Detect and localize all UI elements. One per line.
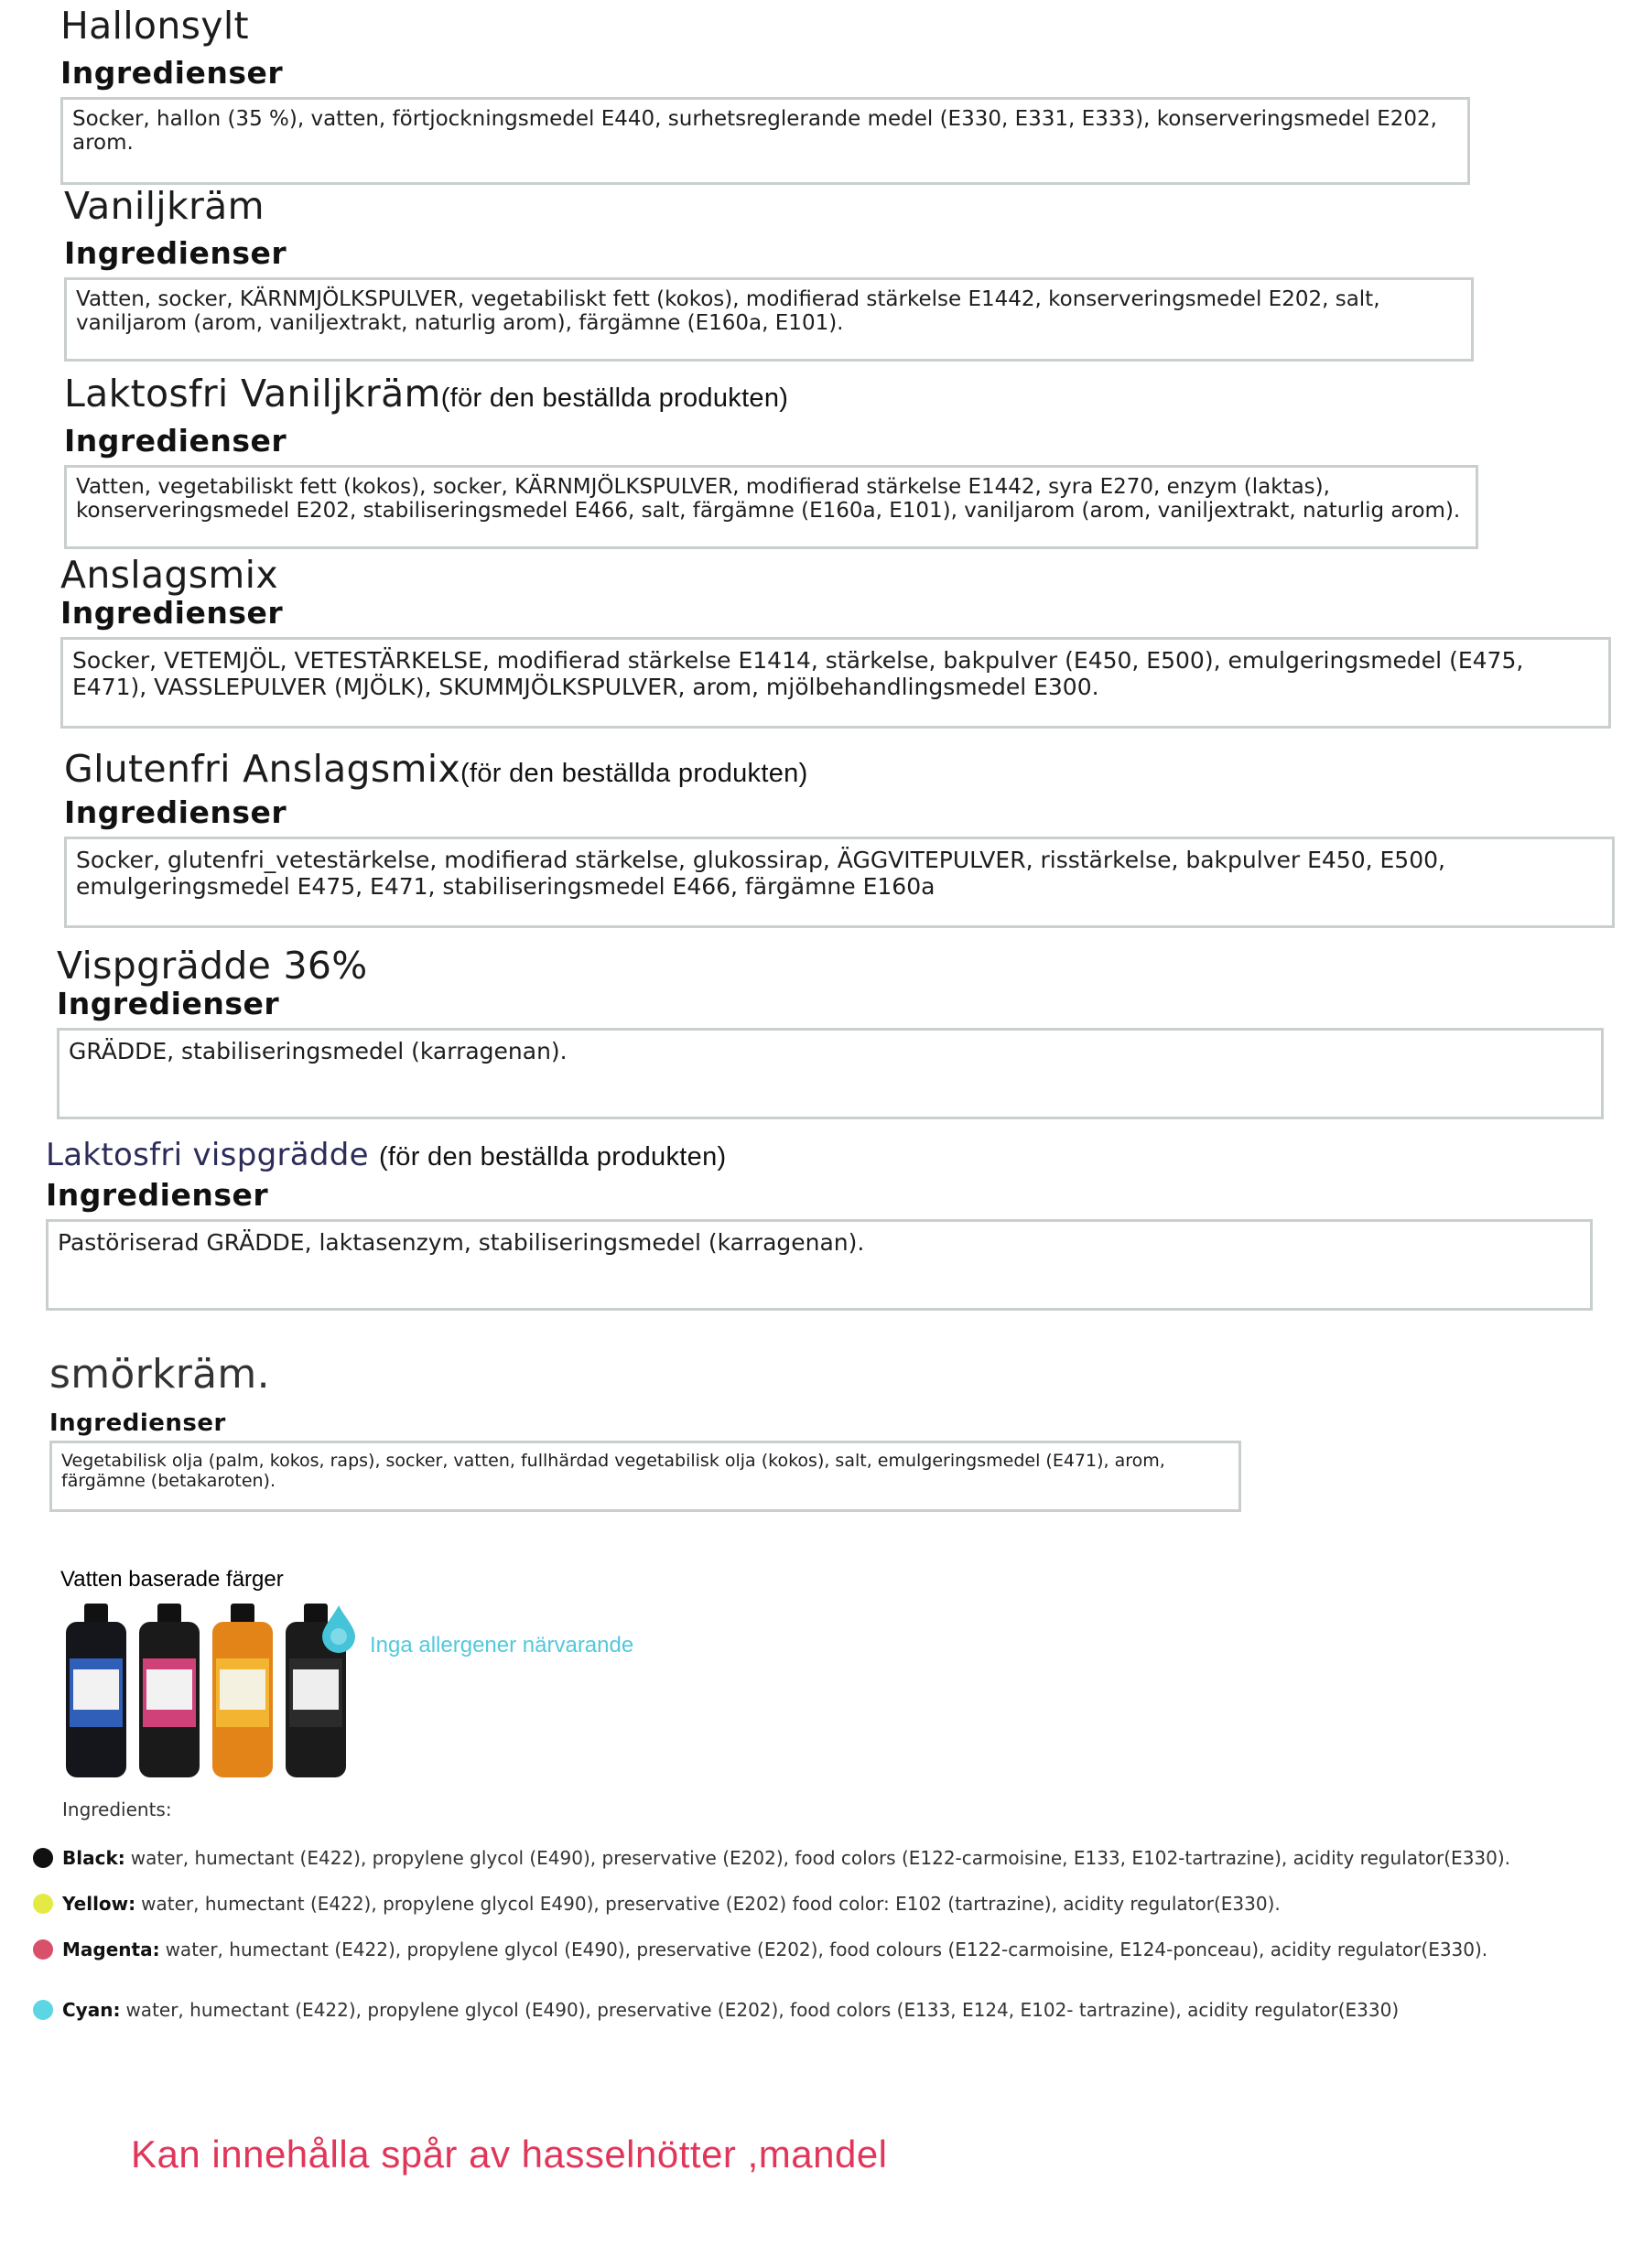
section-title: Vaniljkräm xyxy=(64,184,265,228)
section-title xyxy=(64,747,1615,791)
ingredients-box: Pastöriserad GRÄDDE, laktasenzym, stabiliseringsmedel (karragenan). xyxy=(46,1219,1593,1311)
section-title: Hallonsylt xyxy=(60,4,249,48)
water-drop-icon xyxy=(320,1604,357,1655)
ingredients-heading: Ingredienser xyxy=(64,423,287,459)
ingredients-box: Vatten, vegetabiliskt fett (kokos), socker, KÄRNMJÖLKSPULVER, modifierad stärkelse E1442, syra E270, enzym (laktas), konserveringsmedel E202, stabiliseringsmedel E466, salt, färgämne (E160a, E101), vaniljarom (arom, vaniljextrakt, naturlig arom). xyxy=(64,465,1478,549)
section-laktosfri-vispgradde xyxy=(46,1139,1593,1311)
ingredients-box: GRÄDDE, stabiliseringsmedel (karragenan). xyxy=(57,1028,1604,1119)
color-label: Magenta: xyxy=(62,1939,160,1960)
magenta-dot-icon xyxy=(33,1939,53,1960)
color-line-black xyxy=(33,1847,1510,1869)
section-glutenfri-anslagsmix xyxy=(64,747,1615,928)
allergen-warning: Kan innehålla spår av hasselnötter ,mandel xyxy=(131,2133,888,2176)
section-anslagsmix xyxy=(60,553,1611,729)
ingredients-box: Socker, VETEMJÖL, VETESTÄRKELSE, modifierad stärkelse E1414, stärkelse, bakpulver (E450, E500), emulgeringsmedel (E475, E471), VASSLEPULVER (MJÖLK), SKUMMJÖLKSPULVER, arom, mjölbehandlingsmedel E300. xyxy=(60,637,1611,729)
section-title: smörkräm. xyxy=(49,1351,270,1398)
ingredients-heading: Ingredienser xyxy=(64,794,287,830)
color-line-magenta xyxy=(33,1939,1487,1960)
ingredients-box: Socker, glutenfri_vetestärkelse, modifierad stärkelse, glukossirap, ÄGGVITEPULVER, risstärkelse, bakpulver E450, E500, emulgeringsmedel E475, E471, stabiliseringsmedel E466, färgämne E160a xyxy=(64,837,1615,928)
ingredients-heading: Ingredienser xyxy=(49,1409,226,1437)
section-vispgradde xyxy=(57,944,1604,1119)
black-dot-icon xyxy=(33,1848,53,1868)
bottle-yellow-icon xyxy=(212,1604,273,1777)
section-hallonsylt xyxy=(60,4,1470,185)
bottle-cyan-icon xyxy=(66,1604,126,1777)
ingredients-box: Vatten, socker, KÄRNMJÖLKSPULVER, vegetabiliskt fett (kokos), modifierad stärkelse E1442, konserveringsmedel E202, salt, vaniljarom (arom, vaniljextrakt, naturlig arom), färgämne (E160a, E101). xyxy=(64,277,1474,362)
section-name: Laktosfri Vaniljkräm xyxy=(64,372,441,416)
section-title xyxy=(64,372,1478,416)
section-note: (för den beställda produkten) xyxy=(440,383,789,413)
section-title xyxy=(46,1139,1593,1171)
ingredients-heading: Ingredienser xyxy=(60,595,284,631)
food-color-bottles-image xyxy=(64,1604,357,1777)
color-label: Yellow: xyxy=(62,1893,136,1915)
ingredients-heading: Ingredienser xyxy=(64,235,287,271)
ingredients-heading: Ingredienser xyxy=(60,55,284,91)
bottle-magenta-icon xyxy=(139,1604,200,1777)
yellow-dot-icon xyxy=(33,1894,53,1914)
ingredients-label: Ingredients: xyxy=(62,1798,172,1820)
section-title: Anslagsmix xyxy=(60,553,278,597)
ingredients-box: Vegetabilisk olja (palm, kokos, raps), socker, vatten, fullhärdad vegetabilisk olja (kokos), salt, emulgeringsmedel (E471), arom, färgämne (betakaroten). xyxy=(49,1441,1241,1512)
color-line-yellow xyxy=(33,1893,1281,1915)
section-laktosfri-vaniljkram xyxy=(64,372,1478,549)
color-line-cyan xyxy=(33,1999,1399,2021)
color-label: Black: xyxy=(62,1847,125,1869)
color-text: water, humectant (E422), propylene glycol (E490), preservative (E202), food colors (E122-carmoisine, E133, E102-tartrazine), acidity regulator(E330). xyxy=(130,1847,1511,1869)
no-allergens-note: Inga allergener närvarande xyxy=(370,1633,634,1658)
ingredients-box: Socker, hallon (35 %), vatten, förtjockningsmedel E440, surhetsreglerande medel (E330, E331, E333), konserveringsmedel E202, arom. xyxy=(60,97,1470,185)
color-text: water, humectant (E422), propylene glycol (E490), preservative (E202), food colors (E133, E124, E102- tartrazine), acidity regulator(E330) xyxy=(125,1999,1400,2021)
colors-heading: Vatten baserade färger xyxy=(60,1567,284,1592)
section-smorkram xyxy=(49,1351,1241,1512)
section-note: (för den beställda produkten) xyxy=(460,759,808,788)
color-text: water, humectant (E422), propylene glycol E490), preservative (E202) food color: E102 (tartrazine), acidity regulator(E330). xyxy=(141,1893,1281,1915)
section-note: (för den beställda produkten) xyxy=(378,1142,727,1172)
ingredients-heading: Ingredienser xyxy=(57,986,280,1021)
section-vaniljkram xyxy=(64,184,1474,362)
ingredients-heading: Ingredienser xyxy=(46,1177,269,1213)
cyan-dot-icon xyxy=(33,2000,53,2020)
section-name: Laktosfri vispgrädde xyxy=(46,1137,369,1173)
color-label: Cyan: xyxy=(62,1999,121,2021)
section-name: Glutenfri Anslagsmix xyxy=(64,747,461,791)
color-text: water, humectant (E422), propylene glycol (E490), preservative (E202), food colours (E122-carmoisine, E124-ponceau), acidity regulator(E330). xyxy=(165,1939,1488,1960)
section-title: Vispgrädde 36% xyxy=(57,944,368,988)
